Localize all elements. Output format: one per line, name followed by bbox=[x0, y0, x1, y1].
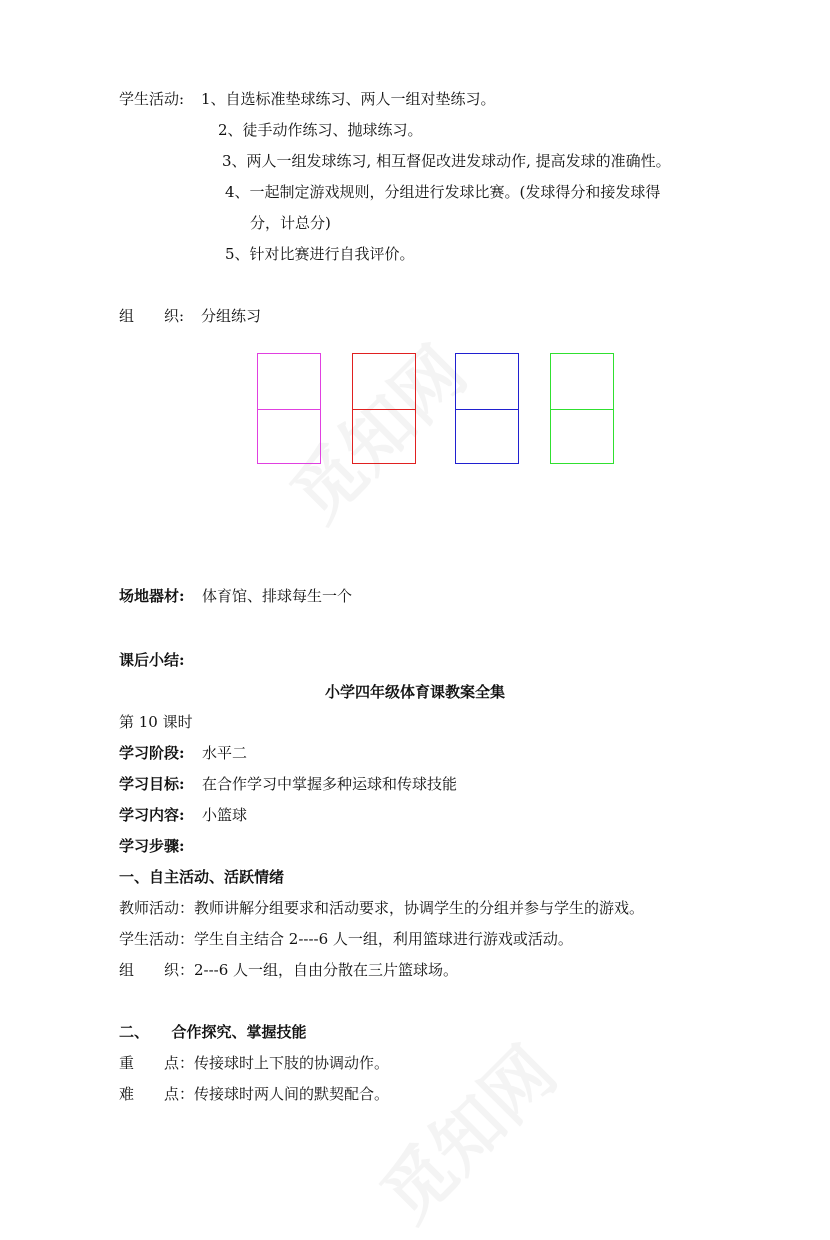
magenta-field bbox=[257, 353, 321, 464]
blue-field bbox=[455, 353, 519, 464]
activity-item-3: 3、两人一组发球练习, 相互督促改进发球动作, 提高发球的准确性。 bbox=[222, 152, 671, 170]
section2-heading: 二、 合作探究、掌握技能 bbox=[119, 1023, 307, 1041]
document-title: 小学四年级体育课教案全集 bbox=[324, 683, 505, 701]
venue-label: 场地器材: bbox=[119, 587, 185, 605]
section1-org: 组 织：2---6 人一组，自由分散在三片篮球场。 bbox=[119, 961, 459, 979]
section1-student: 学生活动：学生自主结合 2----6 人一组，利用篮球进行游戏或活动。 bbox=[119, 930, 573, 948]
venue-value: 体育馆、排球每生一个 bbox=[202, 587, 353, 605]
summary-label: 课后小结: bbox=[119, 651, 185, 669]
content-value: 小篮球 bbox=[202, 806, 248, 824]
green-field bbox=[550, 353, 614, 464]
stage-label: 学习阶段: bbox=[119, 744, 185, 762]
section2-key-point: 重 点：传接球时上下肢的协调动作。 bbox=[119, 1054, 390, 1072]
activity-item-2: 2、徒手动作练习、抛球练习。 bbox=[218, 121, 423, 139]
lesson-number: 第 10 课时 bbox=[119, 713, 193, 731]
content-label: 学习内容: bbox=[119, 806, 185, 824]
section2-difficulty: 难 点：传接球时两人间的默契配合。 bbox=[119, 1085, 390, 1103]
activity-item-4: 4、一起制定游戏规则，分组进行发球比赛。(发球得分和接发球得 bbox=[225, 183, 661, 201]
red-field bbox=[352, 353, 416, 464]
activity-item-5: 5、针对比赛进行自我评价。 bbox=[225, 245, 415, 263]
steps-label: 学习步骤: bbox=[119, 837, 185, 855]
section1-teacher: 教师活动：教师讲解分组要求和活动要求，协调学生的分组并参与学生的游戏。 bbox=[119, 899, 645, 917]
goal-label: 学习目标: bbox=[119, 775, 185, 793]
section1-heading: 一、自主活动、活跃情绪 bbox=[119, 868, 285, 886]
activity-item-1: 1、自选标准垫球练习、两人一组对垫练习。 bbox=[201, 90, 496, 108]
activity-item-4-cont: 分，计总分) bbox=[250, 214, 331, 232]
organization-value: 分组练习 bbox=[201, 307, 262, 325]
goal-value: 在合作学习中掌握多种运球和传球技能 bbox=[202, 775, 458, 793]
student-activities-label: 学生活动: bbox=[119, 90, 185, 108]
stage-value: 水平二 bbox=[202, 744, 248, 762]
organization-label: 组 织: bbox=[119, 307, 185, 325]
